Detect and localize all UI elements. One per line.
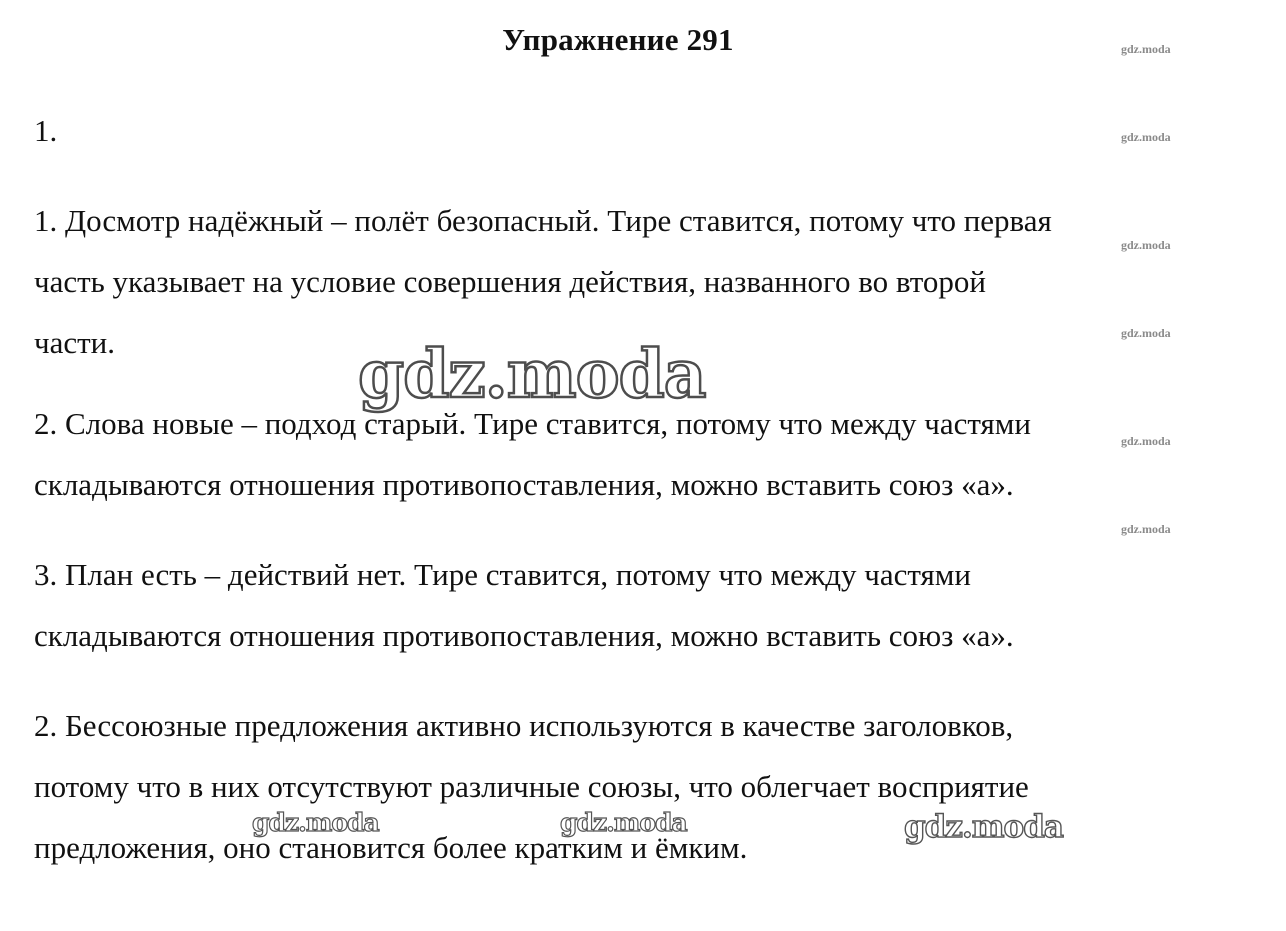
watermark-side: gdz.moda xyxy=(1121,130,1171,144)
watermark-bottom-center: gdz.moda xyxy=(560,808,687,837)
section-2-line-1: 2. Бессоюзные предложения активно используются в качестве заголовков, xyxy=(34,708,1014,743)
watermark-side: gdz.moda xyxy=(1121,238,1171,252)
watermark-side: gdz.moda xyxy=(1121,522,1171,536)
page-title: Упражнение 291 xyxy=(502,22,734,57)
watermark-side: gdz.moda xyxy=(1121,42,1171,56)
watermark-bottom-right: gdz.moda xyxy=(904,809,1063,845)
watermark-side: gdz.moda xyxy=(1121,434,1171,448)
item-1-line-3: части. xyxy=(34,325,115,360)
item-1-line-2: часть указывает на условие совершения действия, названного во второй xyxy=(34,264,987,299)
section-2-line-2: потому что в них отсутствуют различные союзы, что облегчает восприятие xyxy=(34,769,1029,804)
item-3-line-1: 3. План есть – действий нет. Тире ставится, потому что между частями xyxy=(34,557,971,592)
section-1-marker: 1. xyxy=(34,113,58,148)
section-2-line-3: предложения, оно становится более кратким и ёмким. xyxy=(34,830,748,865)
watermark-bottom-left: gdz.moda xyxy=(252,808,379,837)
item-3-line-2: складываются отношения противопоставления, можно вставить союз «а». xyxy=(34,618,1014,653)
item-2-line-2: складываются отношения противопоставления, можно вставить союз «а». xyxy=(34,467,1014,502)
watermark-side: gdz.moda xyxy=(1121,326,1171,340)
item-2-line-1: 2. Слова новые – подход старый. Тире ставится, потому что между частями xyxy=(34,406,1031,441)
watermark-large: gdz.moda xyxy=(358,335,706,413)
item-1-line-1: 1. Досмотр надёжный – полёт безопасный. Тире ставится, потому что первая xyxy=(34,203,1052,238)
